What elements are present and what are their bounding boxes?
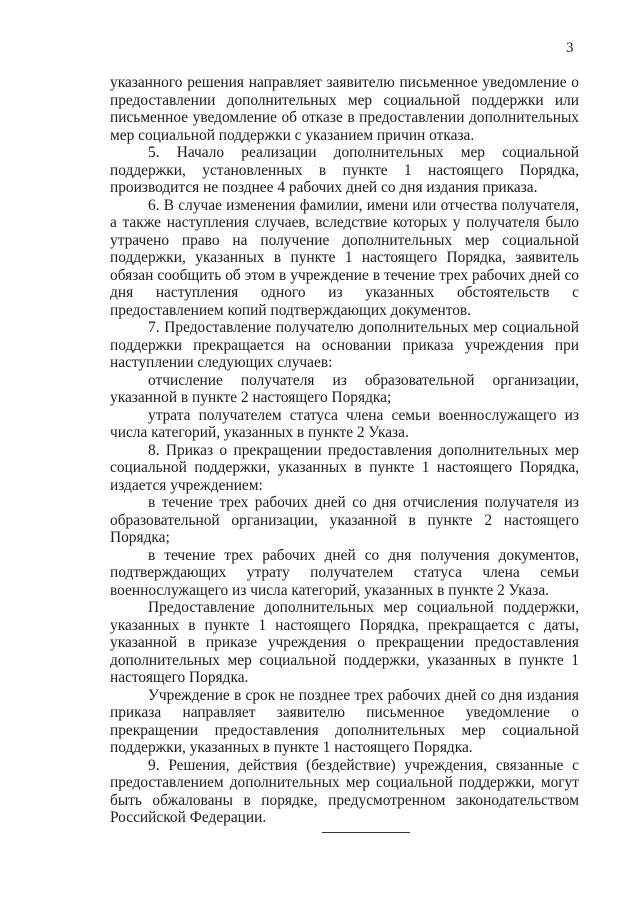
page-number: 3 [566, 40, 574, 56]
paragraph-item-7-case-expulsion: отчисление получателя из образовательной организации, указанной в пункте 2 настоящего Порядка; [110, 371, 579, 406]
document-body [110, 74, 579, 827]
paragraph-item-8-term-expulsion: в течение трех рабочих дней со дня отчисления получателя из образовательной организации, указанной в пункте 2 настоящего Порядка; [110, 494, 579, 546]
paragraph-item-7-case-status-loss: утрата получателем статуса члена семьи военнослужащего из числа категорий, указанных в пункте 2 Указа. [110, 406, 579, 441]
paragraph-item-5: 5. Начало реализации дополнительных мер социальной поддержки, установленных в пункте 1 настоящего Порядка, производится не позднее 4 рабочих дней со дня издания приказа. [110, 144, 579, 196]
paragraph-continuation: указанного решения направляет заявителю письменное уведомление о предоставлении дополнительных мер социальной поддержки или письменное уведомление об отказе в предоставлении дополнительных мер социальной поддержки с указанием причин отказа. [110, 74, 579, 144]
paragraph-termination-date: Предоставление дополнительных мер социальной поддержки, указанных в пункте 1 настоящего Порядка, прекращается с даты, указанной в приказе учреждения о прекращении предоставления дополнительных мер социальной поддержки, указанных в пункте 1 настоящего Порядка. [110, 599, 579, 686]
paragraph-item-7: 7. Предоставление получателю дополнительных мер социальной поддержки прекращается на основании приказа учреждения при наступлении следующих случаев: [110, 319, 579, 371]
paragraph-item-8: 8. Приказ о прекращении предоставления дополнительных мер социальной поддержки, указанных в пункте 1 настоящего Порядка, издается учреждением: [110, 441, 579, 494]
paragraph-notification: Учреждение в срок не позднее трех рабочих дней со дня издания приказа направляет заявителю письменное уведомление о прекращении предоставления дополнительных мер социальной поддержки, указанных в пункте 1 настоящего Порядка. [110, 686, 579, 756]
end-of-document-rule [322, 832, 410, 833]
paragraph-item-8-term-documents: в течение трех рабочих дней со дня получения документов, подтверждающих утрату получателем статуса члена семьи военнослужащего из числа категорий, указанных в пункте 2 Указа. [110, 546, 579, 599]
paragraph-item-6: 6. В случае изменения фамилии, имени или отчества получателя, а также наступления случаев, вследствие которых у получателя было утрачено право на получение дополнительных мер социальной поддержки, указанных в пункте 1 настоящего Порядка, заявитель обязан сообщить об этом в учреждение в течение трех рабочих дней со дня наступления одного из указанных обстоятельств с предоставлением копий подтверждающих документов. [110, 196, 579, 319]
paragraph-item-9: 9. Решения, действия (бездействие) учреждения, связанные с предоставлением дополнительных мер социальной поддержки, могут быть обжалованы в порядке, предусмотренном законодательством Российской Федерации. [110, 756, 579, 826]
